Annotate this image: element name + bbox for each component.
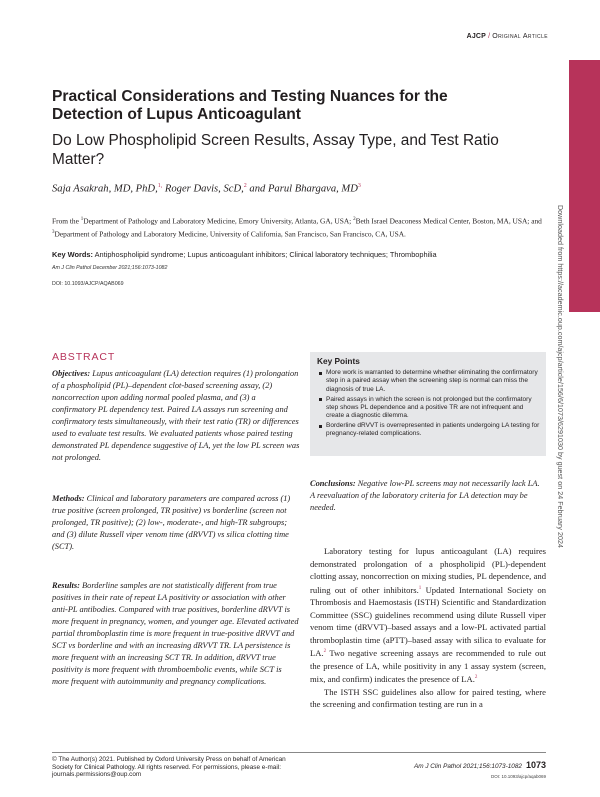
affiliation-3: Department of Pathology and Laboratory Medicine, University of California, San Francisco, San Francisco, CA, USA. — [54, 229, 406, 239]
methods-text: Clinical and laboratory parameters are compared across (1) true positive (screen prolonged, TR positive) vs borderline (screen not prolonged, TR positive); (2) low-, moderate-, and high-TR subgroups; and (3) dilute Russell viper venom time (dRVVT) vs silica clotting time (SCT). — [52, 494, 291, 551]
objectives-label: Objectives: — [52, 369, 91, 378]
author-list — [52, 183, 361, 195]
key-points-title: Key Points — [317, 356, 360, 366]
running-header: AJCP / Original Article — [466, 33, 548, 40]
doi: DOI: 10.1093/AJCP/AQAB069 — [52, 281, 124, 287]
objectives-text: Lupus anticoagulant (LA) detection requires (1) prolongation of a phospholipid (PL)–dependent clot-based screening assay, (2) noncorrection upon adding normal pooled plasma, and (3) a confirmatory PL dependency test. Paired LA assays run screening and confirmatory tests simultaneously, with their test ratio (TR) or differences used to evaluate test results. We evaluated patients whose paired testing demonstrated PL dependence suggestive of LA, yet the low PL screen was not prolonged. — [52, 369, 300, 462]
journal-name: AJCP — [466, 33, 487, 40]
reference-sup[interactable]: 2 — [323, 649, 327, 655]
side-download-text: Downloaded from https://academic.oup.com/ajcp/article/156/6/1073/6291030 by guest on 24 February 2024 — [556, 205, 564, 549]
copyright-notice: © The Author(s) 2021. Published by Oxford University Press on behalf of American Society for Clinical Pathology. All rights reserved. For permissions, please e-mail: journals.permissions@oup.com — [52, 756, 286, 779]
affiliation-prefix: From the — [52, 216, 81, 226]
methods-label: Methods: — [52, 494, 85, 503]
keywords — [52, 250, 542, 259]
footer-rule — [52, 752, 546, 753]
author-affil-sup[interactable]: 2 — [243, 183, 247, 189]
affiliation-2: Beth Israel Deaconess Medical Center, Boston, MA, USA; and — [355, 216, 542, 226]
body-paragraph-1 — [310, 545, 546, 686]
key-point-item: Borderline dRVVT is overrepresented in patients undergoing LA testing for pregnancy-related complications. — [326, 422, 540, 438]
section-color-tab — [569, 60, 600, 312]
key-point-item: More work is warranted to determine whether eliminating the confirmatory step in a paired assay when the screening step is normal can miss the diagnosis of true LA. — [326, 369, 540, 394]
reference-sup[interactable]: 2 — [474, 675, 478, 681]
body-text-span: Updated International Society on Thrombosis and Haemostasis (ISTH) Scientific and Standardization Committee (SSC) guidelines recommend using dilute Russell viper venom time (dRVVT)–based assays and a low-PL activated partial thromboplastin time (aPTT)–based assay with silica to evaluate for LA. — [310, 584, 546, 659]
abstract-results — [52, 580, 300, 688]
author-name: Saja Asakrah, MD, PhD, — [52, 183, 158, 195]
citation: Am J Clin Pathol December 2021;156:1073-1082 — [52, 265, 168, 271]
abstract-conclusions — [310, 478, 546, 514]
key-points-list — [310, 369, 546, 440]
article-title: Practical Considerations and Testing Nuances for the Detection of Lupus Anticoagulant — [52, 88, 448, 123]
author-affil-sup[interactable]: 3 — [357, 183, 361, 189]
key-point-item: Paired assays in which the screen is not prolonged but the confirmatory step shows PL dependence and a positive TR are not infrequent and create a diagnostic dilemma. — [326, 396, 540, 421]
results-text: Borderline samples are not statistically different from true positives in their rate of repeat LA positivity or association with other anti-PL antibodies. Compared with true positives, borderline dRVVT is more frequent in pregnancy, women, and younger age. Elevated activated partial thromboplastin time is more frequent in true-positive dRVVT and SCT vs borderline and with an increasing dRVVT TR. LA persistence is more frequent with an increasing SCT TR. In addition, dRVVT true positivity is more frequent with thromboembolic events, while SCT is more frequent with autoimmunity and pregnancy complications. — [52, 581, 299, 686]
keywords-label: Key Words: — [52, 250, 93, 259]
page-footer — [400, 755, 546, 779]
page-number: 1073 — [525, 760, 546, 770]
affiliation-1: Department of Pathology and Laboratory Medicine, Emory University, Atlanta, GA, USA; — [83, 216, 354, 226]
results-label: Results: — [52, 581, 80, 590]
author-name: Roger Davis, ScD, — [164, 183, 244, 195]
reference-sup[interactable]: 1 — [418, 585, 422, 591]
body-text-span: Laboratory testing for lupus anticoagulant (LA) requires demonstrated prolongation of a phospholipid (PL)-dependent clotting assay, noncorrection on mixing studies, PL dependence, and ruling out of other inhibitors. — [310, 546, 546, 595]
side-download-note — [552, 205, 566, 585]
abstract-objectives — [52, 368, 300, 464]
author-name: and Parul Bhargava, MD — [249, 183, 358, 195]
footer-doi: DOI: 10.1093/ajcp/aqab069 — [490, 774, 546, 779]
abstract-heading: ABSTRACT — [52, 351, 116, 363]
affiliations: From the $^1$Department of Pathology and Laboratory Medicine, Emory University, Atlanta, GA, USA; $^2$Beth Israel Deaconess Medical Center, Boston, MA, USA; and $^3$Department of Pathology and Laboratory Medicine, University of California, San Francisco, San Francisco, CA, USA. — [52, 216, 542, 239]
section-name: Original Article — [492, 33, 548, 40]
body-paragraph-2: The ISTH SSC guidelines also allow for paired testing, where the screening and confirmation testing are run in a — [310, 686, 546, 710]
conclusions-text: Negative low-PL screens may not necessarily lack LA. A reevaluation of the laboratory criteria for LA detection may be needed. — [310, 479, 540, 512]
body-text-span: Two negative screening assays are recommended to rule out the presence of LA, while positivity in any 1 assay system (screen, mix, and confirm) indicates the presence of LA. — [310, 648, 546, 685]
article-subtitle: Do Low Phospholipid Screen Results, Assay Type, and Test Ratio Matter? — [52, 132, 499, 168]
body-text — [310, 545, 546, 711]
key-points-box — [310, 352, 546, 456]
abstract-methods — [52, 493, 300, 553]
footer-journal-ref: Am J Clin Pathol 2021;156:1073-1082 — [413, 763, 522, 770]
conclusions-label: Conclusions: — [310, 479, 356, 488]
author-affil-sup[interactable]: 1, — [157, 183, 163, 189]
keywords-text: Antiphospholipid syndrome; Lupus anticoagulant inhibitors; Clinical laboratory techniques; Thrombophilia — [92, 250, 437, 259]
